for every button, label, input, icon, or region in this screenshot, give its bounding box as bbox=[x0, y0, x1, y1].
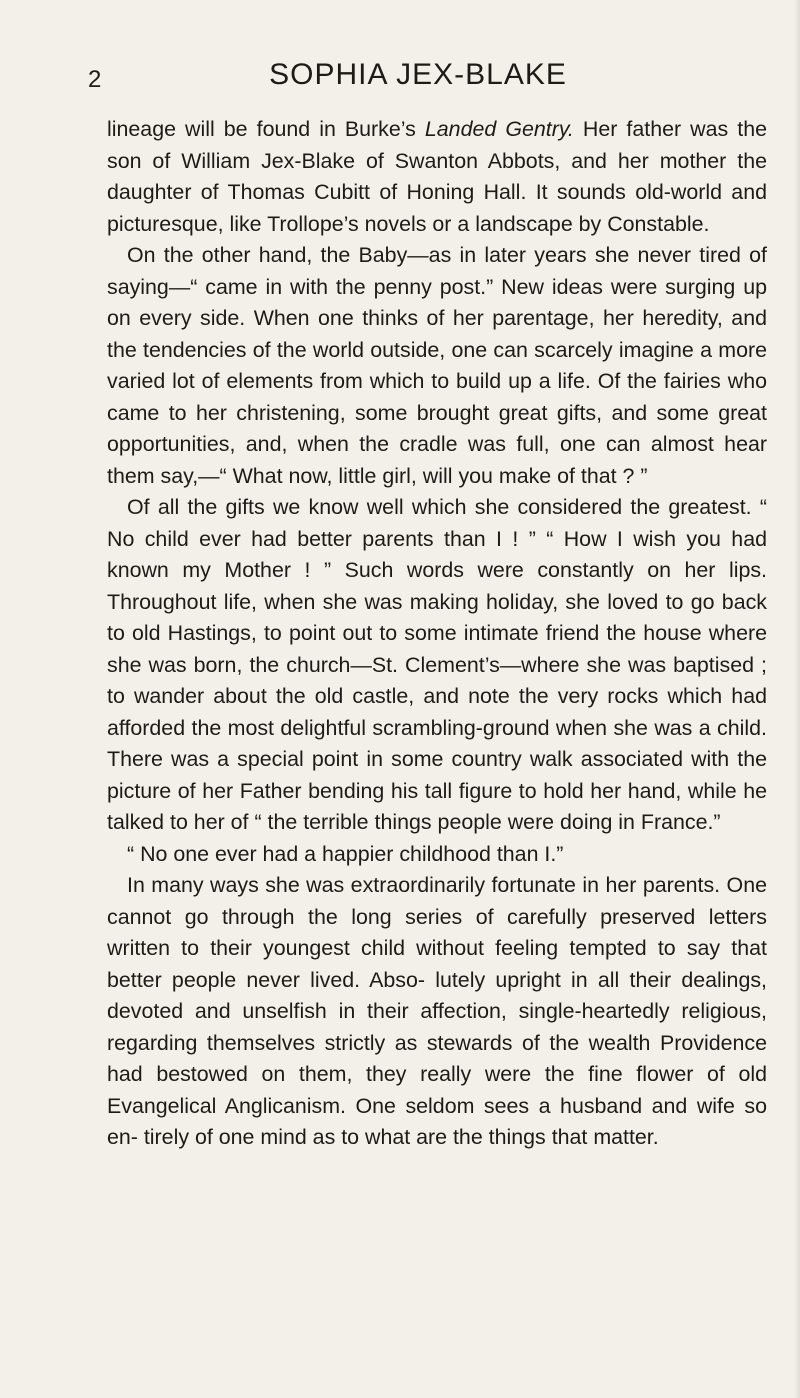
paragraph-4: “ No one ever had a happier childhood than I.” bbox=[127, 841, 564, 866]
page-number: 2 bbox=[88, 66, 102, 93]
page-edge-shadow bbox=[794, 0, 800, 1398]
paragraph-1-lead: lineage will be found in Burke’s bbox=[107, 117, 425, 141]
page-header bbox=[88, 58, 748, 98]
body-text bbox=[107, 114, 767, 1154]
running-title: SOPHIA JEX-BLAKE bbox=[269, 58, 567, 91]
paragraph-1-rest: Her father was the son of William Jex-Blake of Swanton Abbots, and her mother the daughter of Thomas Cubitt of Honing Hall. It sounds old-world and picturesque, like Trollope’s novels or a landscape by Constable. bbox=[107, 117, 768, 236]
book-title-landed-gentry: Landed Gentry. bbox=[424, 117, 574, 141]
paragraph-5: In many ways she was extraordinarily fortunate in her parents. One cannot go through the long series of carefully preserved letters written to their youngest child without feeling tempted to say that better people never lived. Abso- lutely upright in all their dealings, devoted and unselfish in their affection, single-heartedly religious, regarding themselves strictly as stewards of the wealth Providence had bestowed on them, they really were the fine flower of old Evangelical Anglicanism. One seldom sees a husband and wife so en- tirely of one mind as to what are the things that matter. bbox=[107, 873, 767, 1149]
paragraph-2: On the other hand, the Baby—as in later years she never tired of saying—“ came in with the penny post.” New ideas were surging up on every side. When one thinks of her parentage, her heredity, and the tendencies of the world outside, one can scarcely imagine a more varied lot of elements from which to build up a life. Of the fairies who came to her christening, some brought great gifts, and some great opportunities, and, when the cradle was full, one can almost hear them say,—“ What now, little girl, will you make of that ? ” bbox=[107, 243, 767, 488]
paragraph-1 bbox=[107, 114, 767, 240]
paragraph-3: Of all the gifts we know well which she considered the greatest. “ No child ever had better parents than I ! ” “ How I wish you had known my Mother ! ” Such words were constantly on her lips. Throughout life, when she was making holiday, she loved to go back to old Hastings, to point out to some intimate friend the house where she was born, the church—St. Clement’s—where she was baptised ; to wander about the old castle, and note the very rocks which had afforded the most delightful scrambling-ground when she was a child. There was a special point in some country walk associated with the picture of her Father bending his tall figure to hold her hand, while he talked to her of “ the terrible things people were doing in France.” bbox=[107, 495, 767, 834]
